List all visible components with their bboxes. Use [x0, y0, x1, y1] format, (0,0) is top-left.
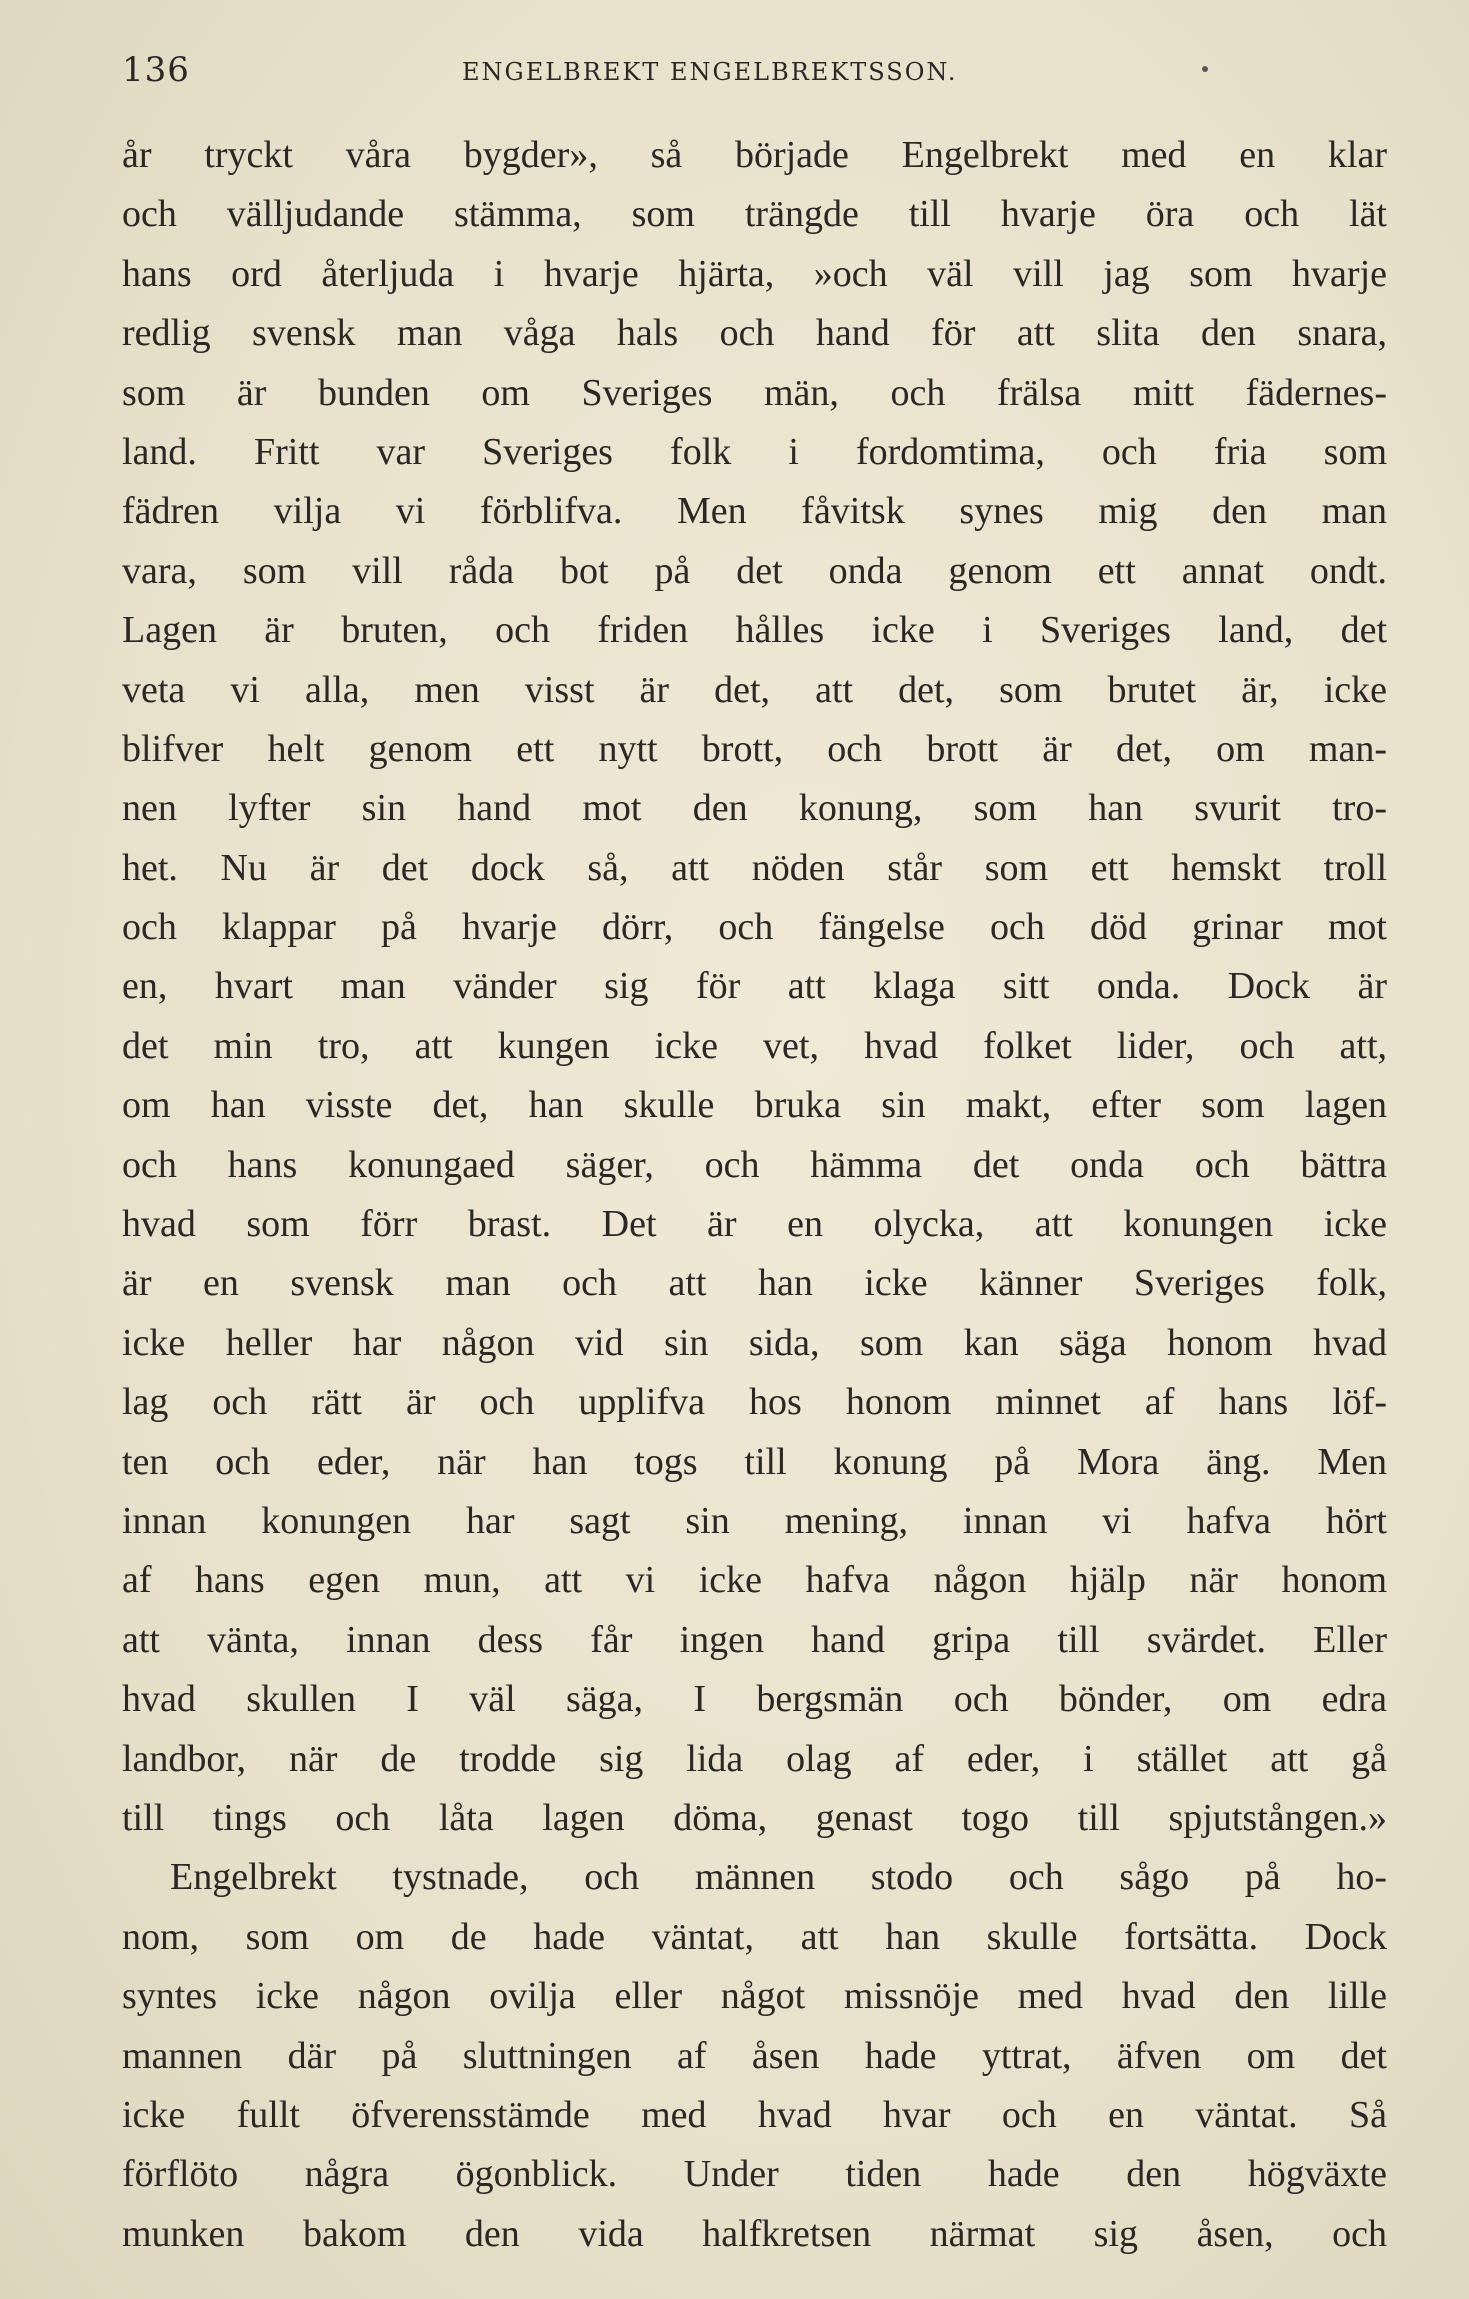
text-line: munken bakom den vida halfkretsen närmat sig åsen, och	[122, 2212, 1387, 2255]
text-line: ten och eder, när han togs till konung på Mora äng. Men	[122, 1440, 1387, 1483]
text-line: till tings och låta lagen döma, genast togo till spjutstången.»	[122, 1796, 1387, 1839]
text-line: om han visste det, han skulle bruka sin makt, efter som lagen	[122, 1084, 1387, 1127]
text-line-paragraph-start: Engelbrekt tystnade, och männen stodo och sågo på ho-	[170, 1856, 1387, 1899]
text-line: lag och rätt är och upplifva hos honom minnet af hans löf-	[122, 1381, 1387, 1424]
text-line: och klappar på hvarje dörr, och fängelse och död grinar mot	[122, 906, 1387, 949]
text-line: het. Nu är det dock så, att nöden står som ett hemskt troll	[122, 846, 1387, 889]
running-head: ENGELBREKT ENGELBREKTSSON.	[462, 58, 958, 86]
text-line: Lagen är bruten, och friden hålles icke i Sveriges land, det	[122, 609, 1387, 652]
page-header	[122, 52, 1387, 88]
text-line: landbor, när de trodde sig lida olag af eder, i stället att gå	[122, 1737, 1387, 1780]
text-line: och välljudande stämma, som trängde till hvarje öra och lät	[122, 193, 1387, 236]
text-line: och hans konungaed säger, och hämma det onda och bättra	[122, 1143, 1387, 1186]
text-line: nen lyfter sin hand mot den konung, som han svurit tro-	[122, 787, 1387, 830]
text-line: fädren vilja vi förblifva. Men fåvitsk synes mig den man	[122, 490, 1387, 533]
text-line: förflöto några ögonblick. Under tiden hade den högväxte	[122, 2153, 1387, 2196]
text-line: syntes icke någon ovilja eller något missnöje med hvad den lille	[122, 1975, 1387, 2018]
text-line: land. Fritt var Sveriges folk i fordomtima, och fria som	[122, 430, 1387, 473]
text-line: icke heller har någon vid sin sida, som kan säga honom hvad	[122, 1321, 1387, 1364]
text-line: hvad skullen I väl säga, I bergsmän och bönder, om edra	[122, 1678, 1387, 1721]
text-line: redlig svensk man våga hals och hand för att slita den snara,	[122, 312, 1387, 355]
text-line: en, hvart man vänder sig för att klaga sitt onda. Dock är	[122, 965, 1387, 1008]
text-line: af hans egen mun, att vi icke hafva någon hjälp när honom	[122, 1559, 1387, 1602]
text-line: hvad som förr brast. Det är en olycka, att konungen icke	[122, 1203, 1387, 1246]
text-line: mannen där på sluttningen af åsen hade yttrat, äfven om det	[122, 2034, 1387, 2077]
text-line: blifver helt genom ett nytt brott, och brott är det, om man-	[122, 727, 1387, 770]
print-speck	[1202, 66, 1208, 72]
text-line: hans ord återljuda i hvarje hjärta, »och väl vill jag som hvarje	[122, 252, 1387, 295]
text-line: veta vi alla, men visst är det, att det, som brutet är, icke	[122, 668, 1387, 711]
text-line: är en svensk man och att han icke känner Sveriges folk,	[122, 1262, 1387, 1305]
page-number: 136	[122, 50, 190, 90]
text-line: att vänta, innan dess får ingen hand gripa till svärdet. Eller	[122, 1618, 1387, 1661]
text-line: innan konungen har sagt sin mening, innan vi hafva hört	[122, 1499, 1387, 1542]
text-line: som är bunden om Sveriges män, och frälsa mitt fädernes-	[122, 371, 1387, 414]
text-line: år tryckt våra bygder», så började Engelbrekt med en klar	[122, 134, 1387, 176]
body-text	[122, 126, 1387, 2264]
text-line: nom, som om de hade väntat, att han skulle fortsätta. Dock	[122, 1915, 1387, 1958]
text-line: det min tro, att kungen icke vet, hvad folket lider, och att,	[122, 1024, 1387, 1067]
text-line: icke fullt öfverensstämde med hvad hvar och en väntat. Så	[122, 2093, 1387, 2136]
text-line: vara, som vill råda bot på det onda genom ett annat ondt.	[122, 549, 1387, 592]
